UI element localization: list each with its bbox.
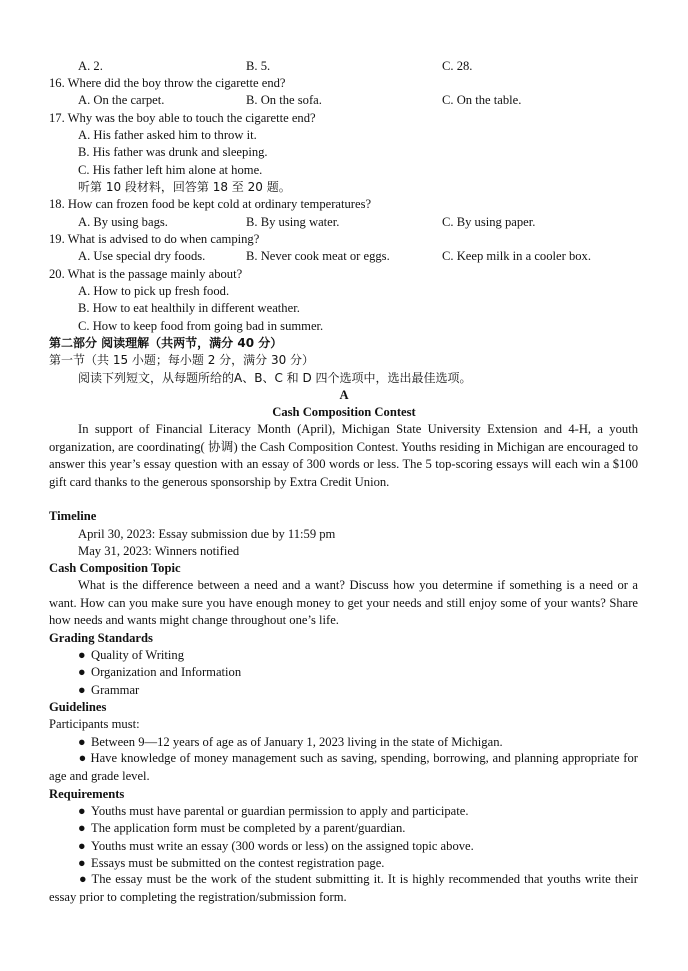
bullet-icon: ● bbox=[78, 856, 86, 870]
q16-option-b: B. On the sofa. bbox=[246, 93, 322, 107]
part-two-heading: 第二部分 阅读理解（共两节，满分 40 分） bbox=[49, 336, 283, 350]
grading-item: ● Grammar bbox=[78, 683, 140, 697]
intro-text: In support of Financial Literacy Month (April), Michigan State University Extension and 4-H, a youth organization, are coordinating( 协调) the Cash Composition Contest. Youths residing in Michigan are encouraged to answer this year’s essay question with an essay of 300 words or less. The 5 top-scoring essays will each win a $100 gift card thanks to the generous sponsorship by Extra Credit Union. bbox=[49, 422, 638, 489]
passage-title: Cash Composition Contest bbox=[272, 405, 416, 419]
topic-paragraph bbox=[49, 577, 638, 630]
q18-options bbox=[0, 213, 688, 231]
intro-paragraph bbox=[49, 421, 638, 491]
guideline-item: ● Between 9—12 years of age as of January 1, 2023 living in the state of Michigan. bbox=[78, 735, 503, 749]
bullet-icon: ● bbox=[78, 804, 86, 818]
grading-item: ● Organization and Information bbox=[78, 665, 242, 679]
requirement-item: ● Youths must have parental or guardian permission to apply and participate. bbox=[78, 804, 469, 818]
section-one-heading: 第一节（共 15 小题；每小题 2 分，满分 30 分） bbox=[49, 353, 315, 367]
q19-option-c: C. Keep milk in a cooler box. bbox=[442, 249, 591, 263]
bullet-icon: ● bbox=[78, 648, 86, 662]
q16-option-a: A. On the carpet. bbox=[78, 93, 165, 107]
guidelines-heading: Guidelines bbox=[49, 700, 107, 714]
q18-option-a: A. By using bags. bbox=[78, 215, 168, 229]
q17-option-c: C. His father left him alone at home. bbox=[78, 163, 263, 177]
grading-item: ● Quality of Writing bbox=[78, 648, 185, 662]
bullet-icon: ● bbox=[78, 735, 86, 749]
bullet-icon: ● bbox=[78, 751, 87, 765]
q18-stem: 18. How can frozen food be kept cold at ordinary temperatures? bbox=[49, 197, 372, 211]
q20-option-b: B. How to eat healthily in different weather. bbox=[78, 301, 300, 315]
requirement-item: ● The essay must be the work of the student submitting it. It is highly recommended that youths write their essay prior to completing the registration/submission form. bbox=[49, 872, 638, 904]
q19-options bbox=[0, 247, 688, 265]
requirement-item: ● The application form must be completed by a parent/guardian. bbox=[78, 821, 406, 835]
q16-options bbox=[0, 91, 688, 109]
requirement-item: ● Essays must be submitted on the contest registration page. bbox=[78, 856, 385, 870]
q17-option-a: A. His father asked him to throw it. bbox=[78, 128, 257, 142]
topic-text: What is the difference between a need and a want? Discuss how you determine if something is a need or a want. How can you make sure you have enough money to get your needs and still enjoy some of your wants? Share how needs and wants might change throughout one’s life. bbox=[49, 578, 638, 627]
guideline-item: ● Have knowledge of money management such as saving, spending, borrowing, and planning appropriate for age and grade level. bbox=[49, 751, 638, 783]
q19-stem: 19. What is advised to do when camping? bbox=[49, 232, 260, 246]
bullet-icon: ● bbox=[78, 821, 86, 835]
grading-heading: Grading Standards bbox=[49, 631, 153, 645]
q15-option-a: A. 2. bbox=[78, 59, 103, 73]
listening-instruction: 听第 10 段材料，回答第 18 至 20 题。 bbox=[78, 180, 291, 194]
bullet-icon: ● bbox=[78, 683, 86, 697]
q16-stem: 16. Where did the boy throw the cigarette end? bbox=[49, 76, 286, 90]
q15-options bbox=[0, 57, 688, 75]
guidelines-lead: Participants must: bbox=[49, 717, 140, 731]
timeline-item: May 31, 2023: Winners notified bbox=[78, 544, 240, 558]
q18-option-c: C. By using paper. bbox=[442, 215, 536, 229]
q20-option-c: C. How to keep food from going bad in summer. bbox=[78, 319, 324, 333]
bullet-icon: ● bbox=[78, 872, 88, 886]
q20-option-a: A. How to pick up fresh food. bbox=[78, 284, 230, 298]
q15-option-c: C. 28. bbox=[442, 59, 473, 73]
topic-heading: Cash Composition Topic bbox=[49, 561, 181, 575]
q18-option-b: B. By using water. bbox=[246, 215, 340, 229]
q16-option-c: C. On the table. bbox=[442, 93, 522, 107]
q20-stem: 20. What is the passage mainly about? bbox=[49, 267, 243, 281]
passage-letter: A bbox=[339, 388, 349, 402]
timeline-item: April 30, 2023: Essay submission due by 11:59 pm bbox=[78, 527, 336, 541]
q19-option-a: A. Use special dry foods. bbox=[78, 249, 206, 263]
requirements-heading: Requirements bbox=[49, 787, 125, 801]
q17-option-b: B. His father was drunk and sleeping. bbox=[78, 145, 268, 159]
bullet-icon: ● bbox=[78, 665, 86, 679]
q17-stem: 17. Why was the boy able to touch the cigarette end? bbox=[49, 111, 316, 125]
reading-instruction: 阅读下列短文，从每题所给的A、B、C 和 D 四个选项中，选出最佳选项。 bbox=[78, 371, 472, 385]
q15-option-b: B. 5. bbox=[246, 59, 271, 73]
q19-option-b: B. Never cook meat or eggs. bbox=[246, 249, 390, 263]
requirement-item: ● Youths must write an essay (300 words or less) on the assigned topic above. bbox=[78, 839, 474, 853]
bullet-icon: ● bbox=[78, 839, 86, 853]
timeline-heading: Timeline bbox=[49, 509, 97, 523]
